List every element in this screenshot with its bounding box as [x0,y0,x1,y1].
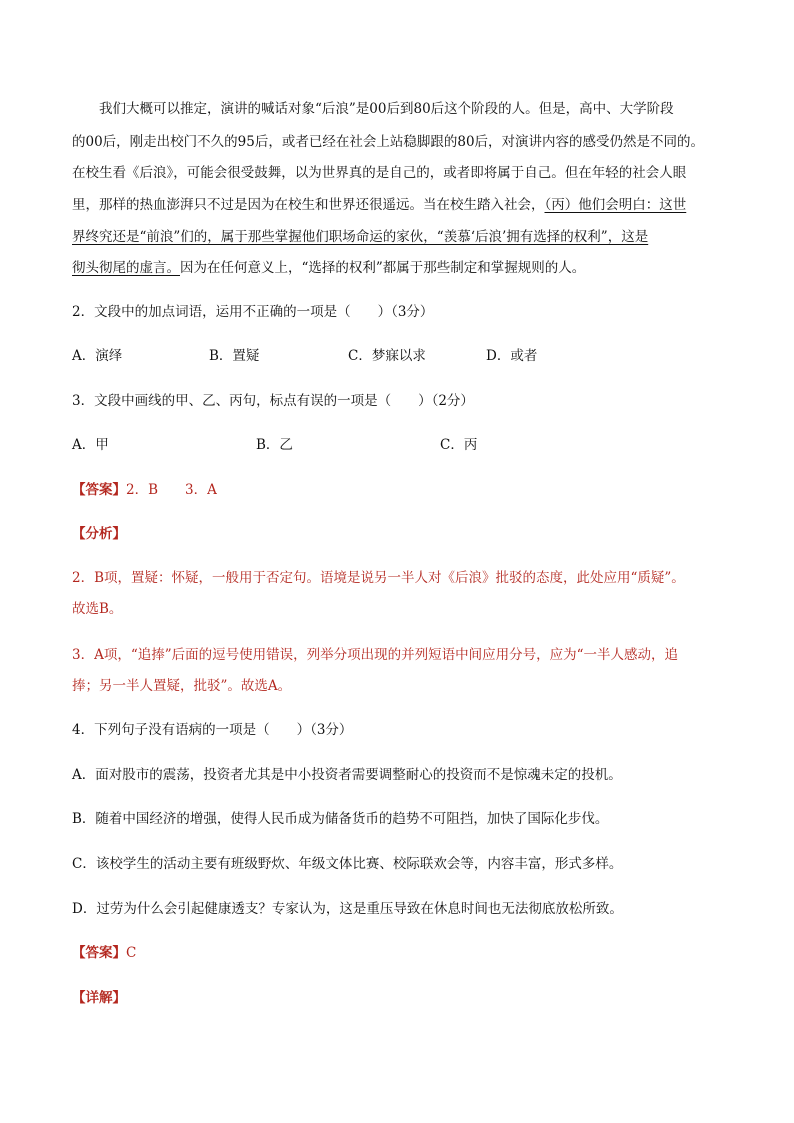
answer-label: 【答案】 [72,482,126,498]
passage-line: 在校生看《后浪》，可能会很受鼓舞，以为世界真的是自己的，或者即将属于自己。但在年轻的社会人眼 [72,165,687,181]
question-4-option-b: B．随着中国经济的增强，使得人民币成为储备货币的趋势不可阻挡，加快了国际化步伐。 [72,811,609,827]
option-a: A．演绎 [72,348,123,364]
passage-line [72,195,686,215]
option-a: A．甲 [72,437,109,453]
question-2-stem: 2．文段中的加点词语，运用不正确的一项是（ ）（3分） [72,304,434,320]
underlined-sentence-bing-cont: 界终究还是“前浪”们的，属于那些掌握他们职场命运的家伙，“羡慕‘后浪’拥有选择的权利”，这是 [72,229,649,245]
passage-text: 因为在任何意义上，“选择的权利”都属于那些制定和掌握规则的人。 [180,260,586,276]
detail-label: 【详解】 [72,990,126,1006]
analysis-label: 【分析】 [72,526,126,542]
passage-line: 我们大概可以推定，演讲的喊话对象“后浪”是00后到80后这个阶段的人。但是，高中、大学阶段 [99,101,674,117]
question-4-option-a: A．面对股市的震荡，投资者尤其是中小投资者需要调整耐心的投资而不是惊魂未定的投机。 [72,767,622,783]
option-d: D．或者 [486,348,538,364]
answer-row [72,943,136,963]
underlined-sentence-bing: （丙）他们会明白：这世 [544,197,687,213]
passage-text: 里，那样的热血澎湃只不过是因为在校生和世界还很遥远。当在校生踏入社会， [72,197,545,213]
option-b: B．乙 [256,437,293,453]
answer-text: C [126,945,137,961]
explanation-2-line: 2．B项，置疑：怀疑，一般用于否定句。语境是说另一半人对《后浪》批驳的态度，此处应用“质疑”。 [72,570,685,586]
explanation-3-line: 捧；另一半人置疑，批驳”。故选A。 [72,678,292,694]
answer-row [72,480,217,500]
question-3-stem: 3．文段中画线的甲、乙、丙句，标点有误的一项是（ ）（2分） [72,393,474,409]
answer-label: 【答案】 [72,945,126,961]
option-b: B．置疑 [209,348,260,364]
passage-line [72,258,585,278]
question-4-option-c: C．该校学生的活动主要有班级野炊、年级文体比赛、校际联欢会等，内容丰富，形式多样。 [72,856,623,872]
explanation-3-line: 3．A项，“追捧”后面的逗号使用错误，列举分项出现的并列短语中间应用分号，应为“一半人感动，追 [72,647,679,663]
question-4-option-d: D．过劳为什么会引起健康透支？专家认为，这是重压导致在休息时间也无法彻底放松所致。 [72,901,623,917]
explanation-2-line: 故选B。 [72,601,123,617]
underlined-sentence-bing-end: 彻头彻尾的虚言。 [72,260,180,276]
question-4-stem: 4．下列句子没有语病的一项是（ ）（3分） [72,722,353,738]
passage-line: 的00后，刚走出校门不久的95后，或者已经在社会上站稳脚跟的80后，对演讲内容的感受仍然是不同的。 [72,134,705,150]
option-c: C．梦寐以求 [348,348,426,364]
option-c: C．丙 [440,437,478,453]
answer-text: 2．B 3．A [126,482,217,498]
